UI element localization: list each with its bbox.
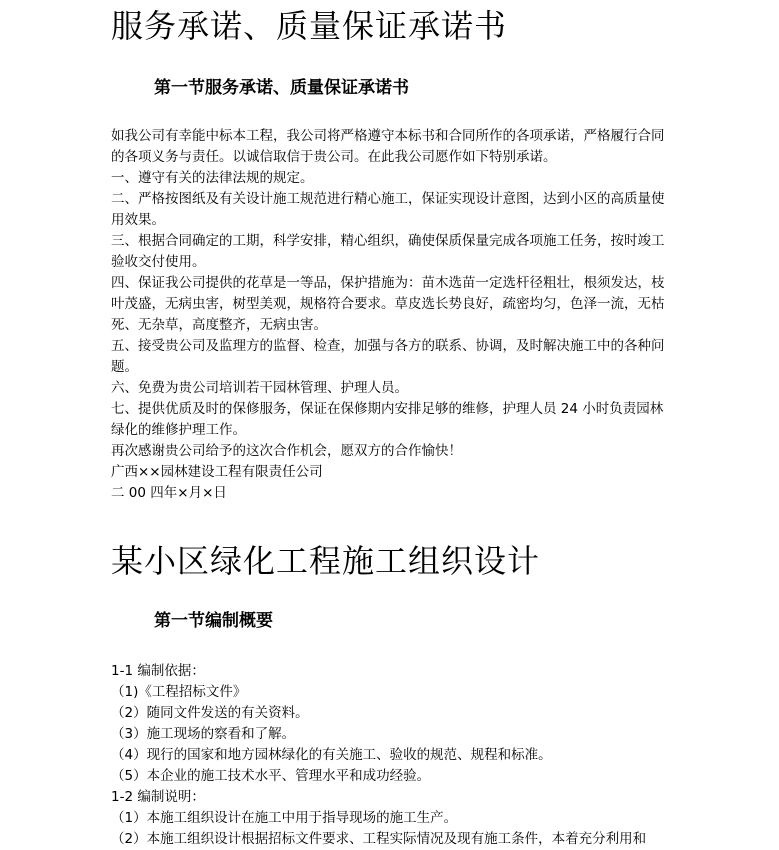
list-item: （2）本施工组织设计根据招标文件要求、工程实际情况及现有施工条件，本着充分利用和 (111, 831, 647, 847)
section2-subtitle: 第一节编制概要 (154, 611, 273, 631)
section2-title: 某小区绿化工程施工组织设计 (111, 542, 541, 580)
paragraph: 二、严格按图纸及有关设计施工规范进行精心施工，保证实现设计意图，达到小区的高质量使用效果。 (111, 191, 665, 228)
list-item: 1-2 编制说明： (111, 789, 205, 805)
paragraph: 五、接受贵公司及监理方的监督、检查，加强与各方的联系、协调，及时解决施工中的各种问题。 (111, 338, 665, 375)
section1-title: 服务承诺、质量保证承诺书 (111, 7, 508, 45)
list-item: （5）本企业的施工技术水平、管理水平和成功经验。 (111, 768, 431, 784)
paragraph: 六、免费为贵公司培训若干园林管理、护理人员。 (111, 380, 408, 396)
paragraph: 如我公司有幸能中标本工程，我公司将严格遵守本标书和合同所作的各项承诺，严格履行合同的各项义务与责任。以诚信取信于贵公司。在此我公司愿作如下特别承诺。 (111, 128, 665, 165)
paragraph: 再次感谢贵公司给予的这次合作机会，愿双方的合作愉快！ (111, 443, 462, 459)
list-item: （1)《工程招标文件》 (111, 684, 247, 700)
list-item: （3）施工现场的察看和了解。 (111, 726, 296, 742)
company-name: 广西××园林建设工程有限责任公司 (111, 464, 323, 480)
paragraph: 七、提供优质及时的保修服务，保证在保修期内安排足够的维修，护理人员 24 小时负责园林绿化的维修护理工作。 (111, 401, 664, 438)
section1-body (111, 126, 671, 504)
list-item: （4）现行的国家和地方园林绿化的有关施工、验收的规范、规程和标准。 (111, 747, 552, 763)
paragraph: 四、保证我公司提供的花草是一等品，保护措施为：苗木选苗一定选杆径粗壮，根须发达，枝叶茂盛，无病虫害，树型美观，规格符合要求。草皮选长势良好，疏密均匀，色泽一流，无枯死、无杂草，高度整齐，无病虫害。 (111, 275, 665, 333)
section2-body (111, 661, 691, 850)
paragraph: 三、根据合同确定的工期，科学安排，精心组织，确使保质保量完成各项施工任务，按时竣工验收交付使用。 (111, 233, 665, 270)
section1-subtitle: 第一节服务承诺、质量保证承诺书 (154, 78, 409, 98)
signature-date: 二 00 四年×月×日 (111, 485, 227, 501)
list-item: 1-1 编制依据： (111, 663, 205, 679)
list-item: （2）随同文件发送的有关资料。 (111, 705, 309, 721)
paragraph: 一、遵守有关的法律法规的规定。 (111, 170, 314, 186)
list-item: （1）本施工组织设计在施工中用于指导现场的施工生产。 (111, 810, 458, 826)
